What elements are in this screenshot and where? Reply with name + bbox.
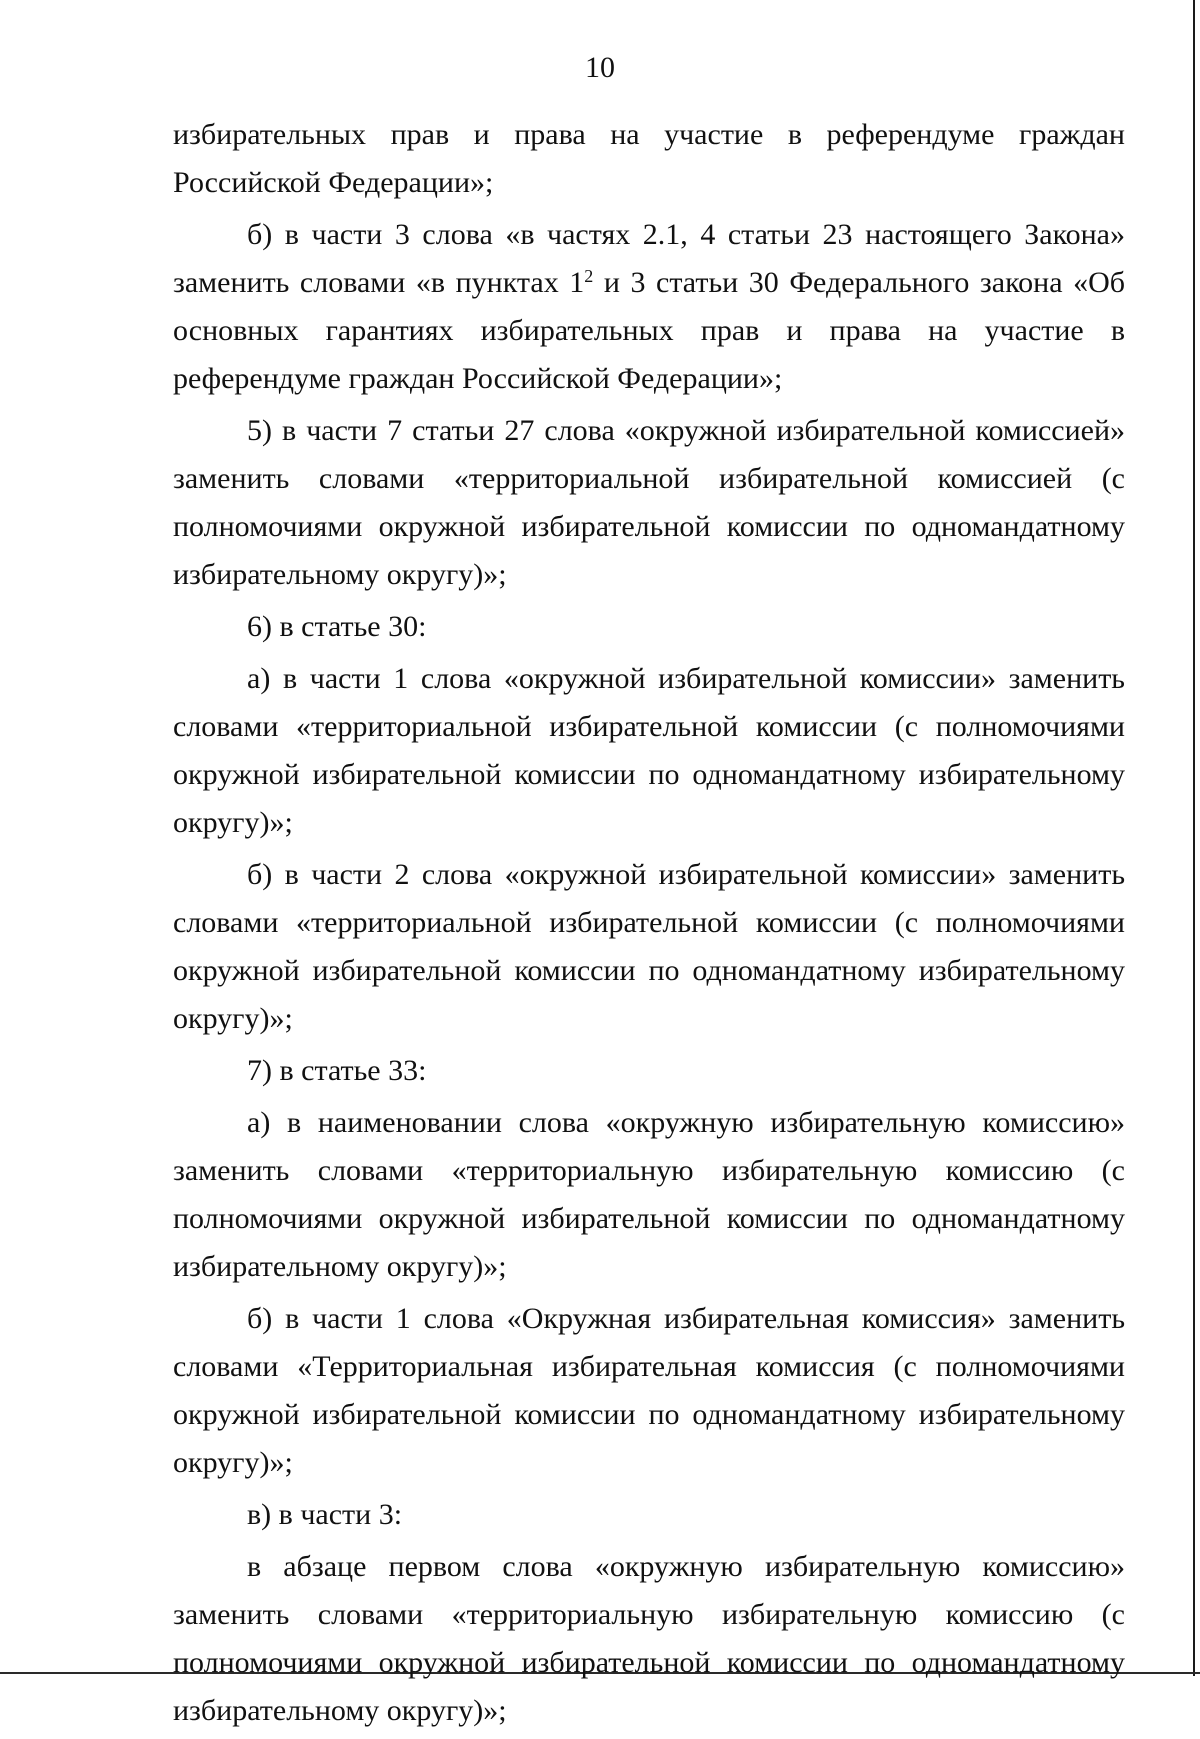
paragraph-10: в) в части 3:: [247, 1498, 403, 1531]
paragraph-2: [173, 211, 1125, 403]
paragraph-3: 5) в части 7 статьи 27 слова «окружной избирательной комиссией» заменить словами «территориальной избирательной комиссией (с полномочиями окружной избирательной комиссии по одномандатному избирательному округу)»;: [173, 414, 1125, 591]
document-body: [173, 111, 1125, 1739]
paragraph-4: 6) в статье 30:: [247, 610, 427, 643]
paragraph-2-text-before: б) в части 3 слова «в частях 2.1, 4 статьи 23 настоящего Закона» заменить словами «в пунктах 1: [173, 218, 1125, 299]
paragraph-1: избирательных прав и права на участие в референдуме граждан Российской Федерации»;: [173, 118, 1125, 199]
page-number: 10: [585, 51, 615, 84]
paragraph-8: а) в наименовании слова «окружную избирательную комиссию» заменить словами «территориальную избирательную комиссию (с полномочиями окружной избирательной комиссии по одномандатному избирательному округу)»;: [173, 1106, 1125, 1283]
paragraph-11: в абзаце первом слова «окружную избирательную комиссию» заменить словами «территориальную избирательную комиссию (с полномочиями окружной избирательной комиссии по одномандатному избирательному округу)»;: [173, 1550, 1125, 1727]
scan-edge-right: [1193, 0, 1195, 1676]
paragraph-6: б) в части 2 слова «окружной избирательной комиссии» заменить словами «территориальной избирательной комиссии (с полномочиями окружной избирательной комиссии по одномандатному избирательному округу)»;: [173, 858, 1125, 1035]
paragraph-7: 7) в статье 33:: [247, 1054, 427, 1087]
paragraph-5: а) в части 1 слова «окружной избирательной комиссии» заменить словами «территориальной избирательной комиссии (с полномочиями окружной избирательной комиссии по одномандатному избирательному округу)»;: [173, 662, 1125, 839]
superscript-index: 2: [584, 266, 594, 286]
paragraph-9: б) в части 1 слова «Окружная избирательная комиссия» заменить словами «Территориальная избирательная комиссия (с полномочиями окружной избирательной комиссии по одномандатному избирательному округу)»;: [173, 1302, 1125, 1479]
paragraph-2-text-after: и 3 статьи 30 Федерального закона «Об основных гарантиях избирательных прав и права на участие в референдуме граждан Российской Федерации»;: [173, 266, 1126, 395]
